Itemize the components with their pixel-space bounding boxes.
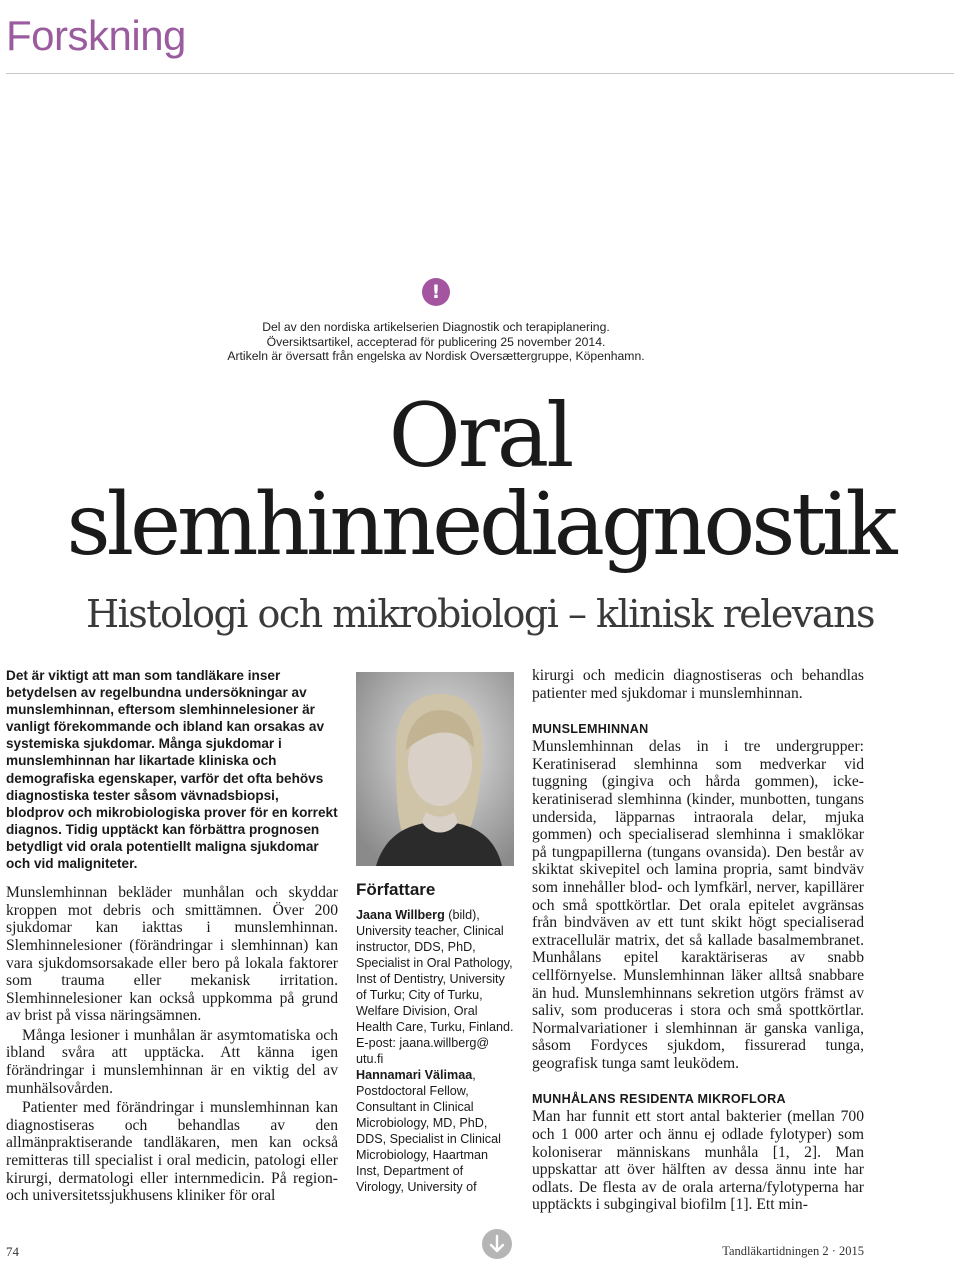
- article-title-line-2: slemhinnediagnostik: [66, 475, 894, 575]
- author-name: Jaana Willberg: [356, 908, 445, 922]
- author-entry: [356, 1067, 514, 1195]
- authors-heading: Författare: [356, 880, 436, 899]
- article-title-line-1: Oral: [388, 384, 572, 487]
- author-name: Hannamari Välimaa: [356, 1068, 473, 1082]
- article-subtitle: Histologi och mikrobiologi – klinisk relevans: [86, 592, 874, 636]
- notice-line: Översiktsartikel, accepterad för publicering 25 november 2014.: [266, 334, 606, 349]
- section-heading: MUNHÅLANS RESIDENTA MIKROFLORA: [532, 1092, 786, 1107]
- author-email: E-post: jaana.willberg@ utu.fi: [356, 1036, 490, 1066]
- exclamation-icon: !: [422, 278, 450, 306]
- body-paragraph: Patienter med förändringar i munslemhinnan kan diagnostiseras och behandlas av den allmänpraktiserande tandläkaren, men kan också remitteras till specialist i oral medicin, patologi eller kirurgi, dermatologi eller internmedicin. På region- och universitetssjukhusens kliniker för oral: [6, 1099, 338, 1205]
- author-note: (bild),: [444, 908, 480, 922]
- right-column: [532, 667, 864, 1214]
- body-paragraph: Munslemhinnan bekläder munhålan och skyddar kroppen mot debris och smittämnen. Över 200 sjukdomar kan iakttas i munslemhinnan. Slemhinnelesioner (förändringar i slemhinnan) kan vara sjukdomsorsakade eller bero på lokala faktorer som trauma eller mekanisk irritation. Slemhinnelesioner kan också uppkomma på grund av brist på vissa näringsämnen.: [6, 884, 338, 1025]
- top-divider: [6, 73, 954, 74]
- notice-line: Del av den nordiska artikelserien Diagnostik och terapiplanering.: [262, 320, 610, 334]
- author-bio: Postdoctoral Fellow, Consultant in Clinical Microbiology, MD, PhD, DDS, Specialist in Clinical Microbiology, Haartman Inst, Department of Virology, University of: [356, 1084, 501, 1194]
- author-photo: [356, 672, 514, 866]
- author-punct: ,: [472, 1068, 476, 1082]
- left-column: [6, 667, 338, 1205]
- author-column: [356, 672, 514, 1195]
- body-paragraph: Munslemhinnan delas in i tre undergrupper: Keratiniserad slemhinna som medverkar vid tuggning (gingiva och hårda gommen), icke-keratiniserad slemhinna (kinder, munbotten, tungans undersida, läpparnas intraorala delar, mjuka gommen) och specialiserad slemhinna i smaklökar på tungpapillerna (tungans ovansida). Den består av skiktat skivepitel och lamina propria, samt bindväv som innehåller blod- och lymfkärl, nerver, kapillärer och små spottkörtlar. Det orala epitelet avgränsas från bindväven av ett tunt skikt högt specialiserad extracellulär matrix, det så kallade basalmembranet. Munhålans epitel karaktäriseras av snabb cellförnyelse. Munslemhinnan läker alltså snabbare än hud. Munslemhinnans sekretion utgörs främst av saliv, som produceras i stora och små spottkörtlar. Normalvariationer i slemhinnan är ganska vanliga, såsom Fordyces sjukdom, fissurerad tunga, geografisk tunga samt leuködem.: [532, 738, 864, 1072]
- article-notice: [100, 320, 772, 364]
- page-number: 74: [6, 1244, 19, 1259]
- body-paragraph: Man har funnit ett stort antal bakterier (mellan 700 och 1 000 arter och ännu ej odlade fylotyper) som koloniserar människans munhåla [1, 2]. Man uppskattar att över hälften av dessa ännu inte har odlats. De flesta av de orala arterna/fylotyperna har upptäckts i subgingival biofilm [1]. Ett min-: [532, 1108, 864, 1214]
- body-paragraph: Många lesioner i munhålan är asymtomatiska och ibland svåra att upptäcka. Att känna igen förändringar i munslemhinnan är en viktig del av munhälsovården.: [6, 1026, 338, 1097]
- author-entry: [356, 907, 514, 1067]
- notice-line: Artikeln är översatt från engelska av Nordisk Oversættergruppe, Köpenhamn.: [227, 349, 645, 363]
- section-heading: MUNSLEMHINNAN: [532, 722, 649, 737]
- journal-issue: Tandläkartidningen 2 · 2015: [722, 1244, 864, 1258]
- intro-paragraph: Det är viktigt att man som tandläkare inser betydelsen av regelbundna undersökningar av munslemhinnan, eftersom slemhinnelesioner är vanligt förekommande och ibland kan orsakas av systemiska sjukdomar. Många sjukdomar i munslemhinnan har likartade kliniska och demografiska egenskaper, varför det ofta behövs diagnostiska tester såsom vävnadsbiopsi, blodprov och mikrobiologiska prover för en korrekt diagnos. Tidig upptäckt kan förbättra prognosen betydligt vid orala potentiellt maligna sjukdomar och vid maligniteter.: [6, 668, 338, 872]
- body-paragraph: kirurgi och medicin diagnostiseras och behandlas patienter med sjukdomar i munslemhinnan.: [532, 667, 864, 702]
- author-bio: University teacher, Clinical instructor, DDS, PhD, Specialist in Oral Pathology, Inst of Dentistry, University of Turku; City of Turku, Welfare Division, Oral Health Care, Turku, Finland.: [356, 924, 514, 1034]
- section-label: Forskning: [6, 12, 186, 59]
- arrow-down-icon[interactable]: [482, 1229, 512, 1259]
